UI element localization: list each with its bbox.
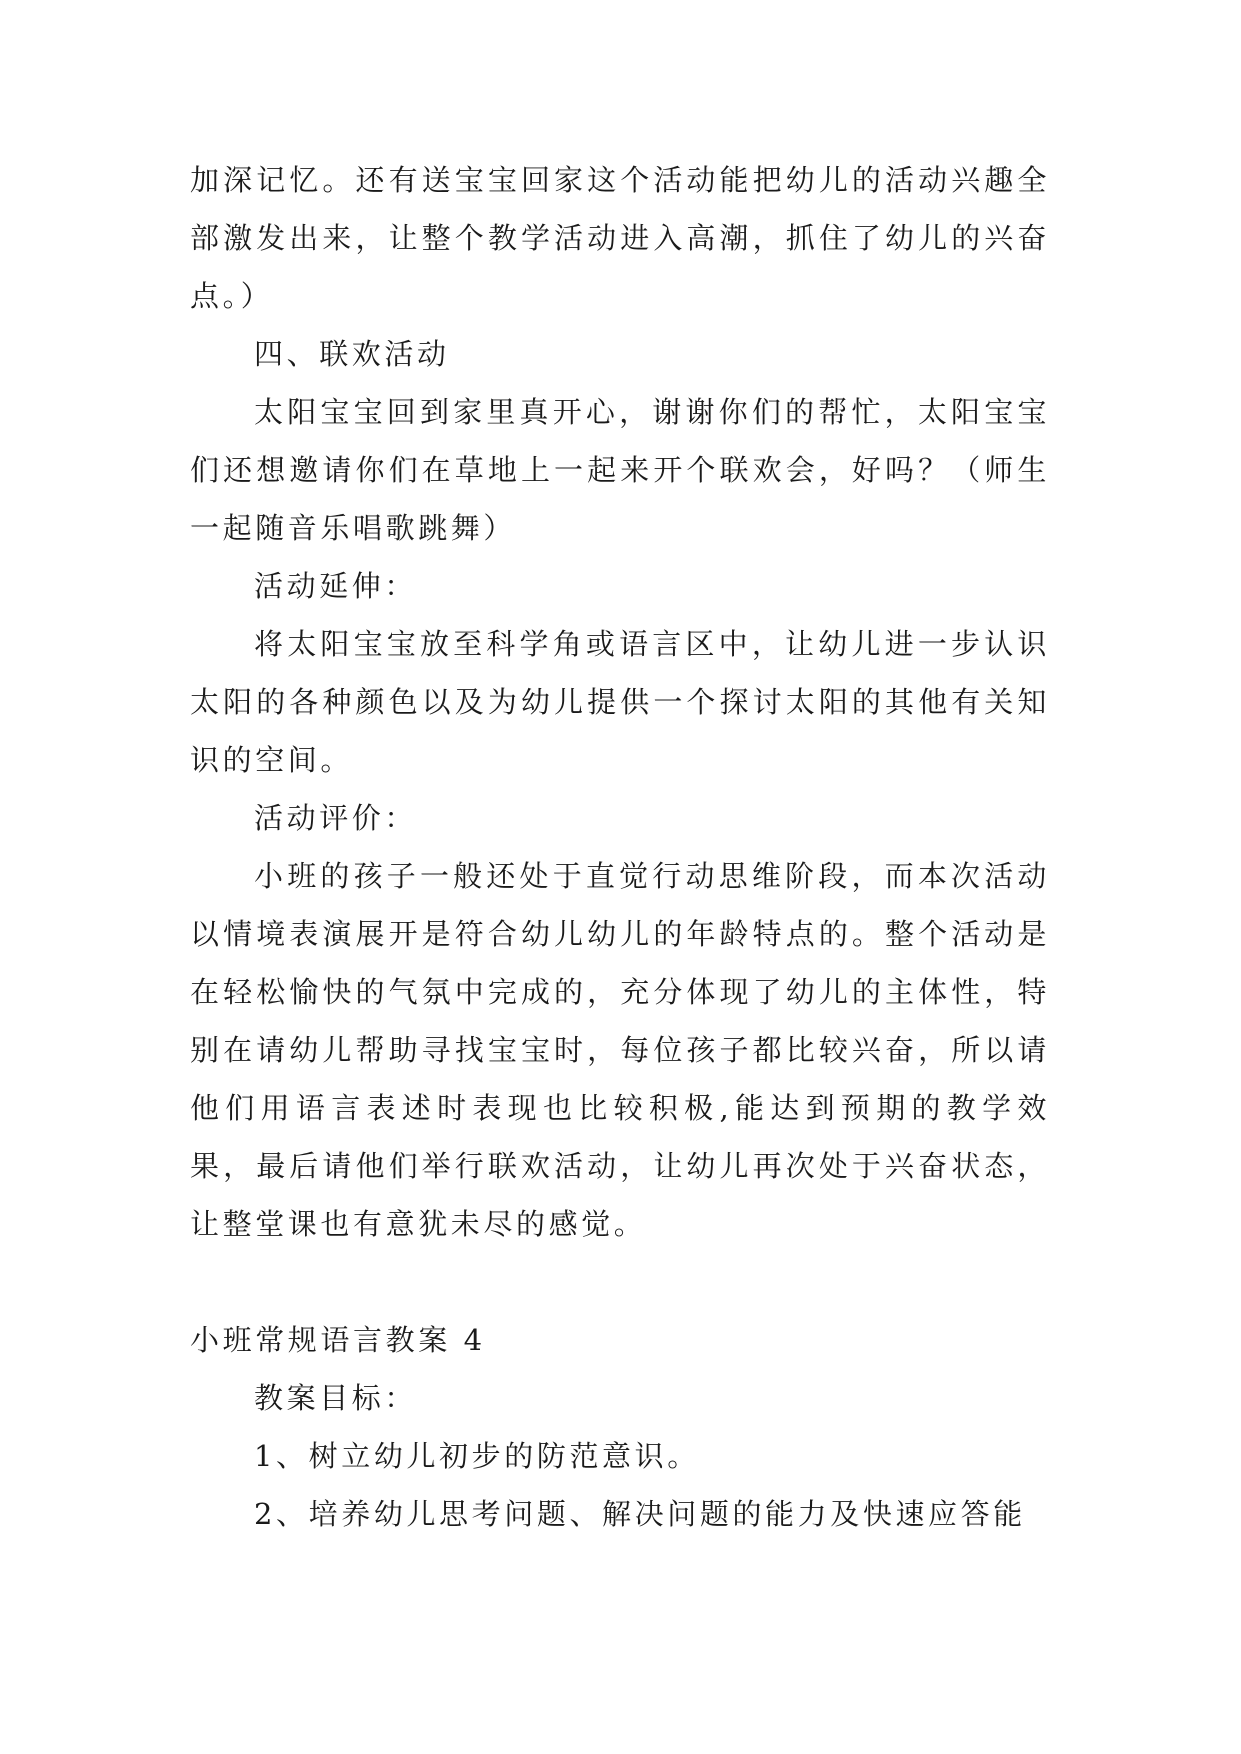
heading-activity-evaluation: 活动评价： <box>254 801 418 835</box>
heading-activity-extension: 活动延伸： <box>254 569 418 603</box>
goal-item-2: 2、培养幼儿思考问题、解决问题的能力及快速应答能 <box>254 1497 1026 1531</box>
goal-item-1: 1、树立幼儿初步的防范意识。 <box>254 1439 700 1473</box>
heading-joint-activity: 四、联欢活动 <box>254 337 450 371</box>
paragraph-continuation: 加深记忆。还有送宝宝回家这个活动能把幼儿的活动兴趣全部激发出来，让整个教学活动进入高潮，抓住了幼儿的兴奋点。） <box>190 163 1050 313</box>
document-page <box>190 151 1050 1543</box>
paragraph-joint-activity: 太阳宝宝回到家里真开心，谢谢你们的帮忙，太阳宝宝们还想邀请你们在草地上一起来开个联欢会，好吗？（师生一起随音乐唱歌跳舞） <box>190 395 1050 545</box>
paragraph-activity-extension: 将太阳宝宝放至科学角或语言区中，让幼儿进一步认识太阳的各种颜色以及为幼儿提供一个探讨太阳的其他有关知识的空间。 <box>190 627 1050 777</box>
heading-lesson-goals: 教案目标： <box>254 1381 418 1415</box>
paragraph-activity-evaluation: 小班的孩子一般还处于直觉行动思维阶段，而本次活动以情境表演展开是符合幼儿幼儿的年龄特点的。整个活动是在轻松愉快的气氛中完成的，充分体现了幼儿的主体性，特别在请幼儿帮助寻找宝宝时，每位孩子都比较兴奋，所以请他们用语言表述时表现也比较积极,能达到预期的教学效果，最后请他们举行联欢活动，让幼儿再次处于兴奋状态，让整堂课也有意犹未尽的感觉。 <box>190 859 1050 1241</box>
section-title: 小班常规语言教案 4 <box>190 1323 486 1357</box>
